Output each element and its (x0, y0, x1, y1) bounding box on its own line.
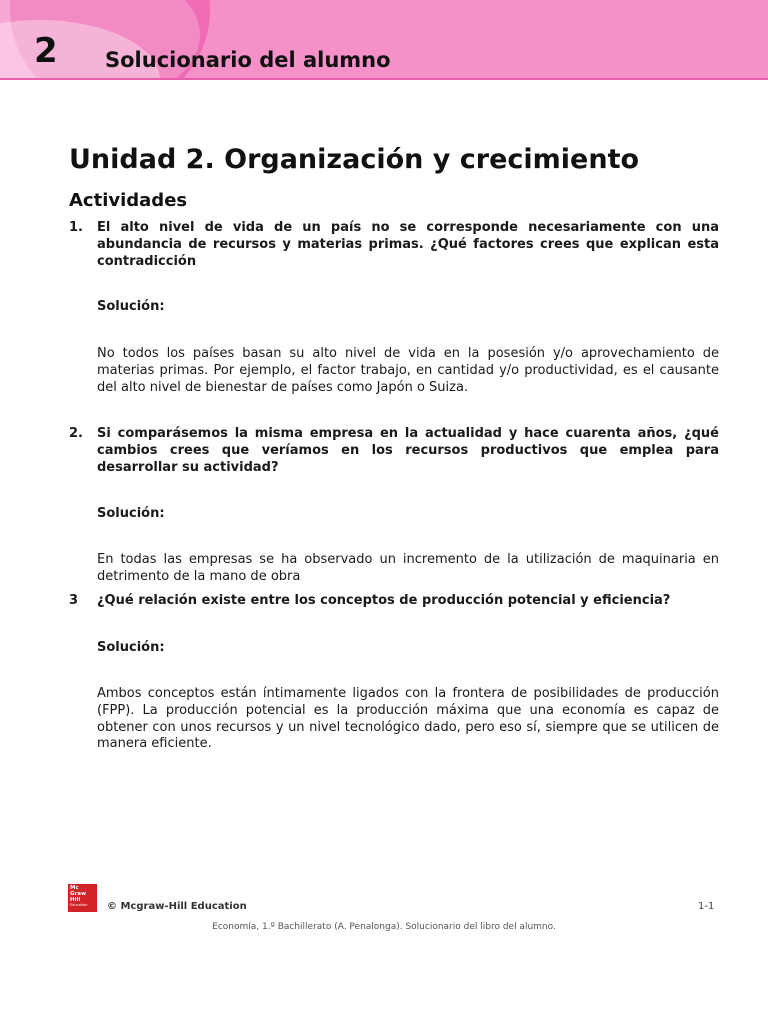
logo-text: Graw (70, 891, 87, 897)
unit-title: Unidad 2. Organización y crecimiento (69, 144, 640, 175)
solution-label: Solución: (97, 506, 165, 521)
solution-label: Solución: (97, 299, 165, 314)
answer-text: No todos los países basan su alto nivel de vida en la posesión y/o aprovechamiento de materias primas. Por ejemplo, el factor trabajo, en cantidad y/o productividad, es el causante del alto nivel de bienestar de países como Japón o Suiza. (97, 346, 719, 395)
logo-text: Mc (70, 885, 79, 891)
question-text: ¿Qué relación existe entre los conceptos de producción potencial y eficiencia? (97, 593, 671, 608)
logo-text: Hill (70, 897, 81, 903)
question-text: Si comparásemos la misma empresa en la actualidad y hace cuarenta años, ¿qué cambios crees que veríamos en los recursos productivos que emplea para desarrollar su actividad? (97, 426, 719, 475)
question-number: 1. (69, 220, 83, 235)
footer-note: Economía, 1.º Bachillerato (A. Penalonga). Solucionario del libro del alumno. (212, 922, 556, 932)
question-number: 3 (69, 593, 79, 608)
answer-text: Ambos conceptos están íntimamente ligados con la frontera de posibilidades de producción (FPP). La producción potencial es la producción máxima que una economía es capaz de obtener con unos recursos y un nivel tecnológico dado, pero eso sí, siempre que se utilicen de manera eficiente. (97, 686, 719, 752)
answer-text: En todas las empresas se ha observado un incremento de la utilización de maquinaria en detrimento de la mano de obra (97, 552, 719, 584)
header-title: Solucionario del alumno (105, 48, 391, 72)
header-divider (0, 78, 768, 80)
chapter-number: 2 (34, 31, 58, 71)
solution-label: Solución: (97, 640, 165, 655)
section-title: Actividades (69, 190, 188, 211)
question-3 (69, 593, 719, 610)
copyright-text: © Mcgraw-Hill Education (107, 901, 247, 912)
question-2 (69, 426, 719, 476)
question-text: El alto nivel de vida de un país no se corresponde necesariamente con una abundancia de recursos y materias primas. ¿Qué factores crees que explican esta contradicción (97, 220, 719, 269)
question-number: 2. (69, 426, 83, 441)
publisher-logo (68, 884, 97, 912)
question-1 (69, 220, 719, 270)
logo-text: Education (70, 903, 88, 907)
page-number: 1-1 (698, 901, 715, 912)
